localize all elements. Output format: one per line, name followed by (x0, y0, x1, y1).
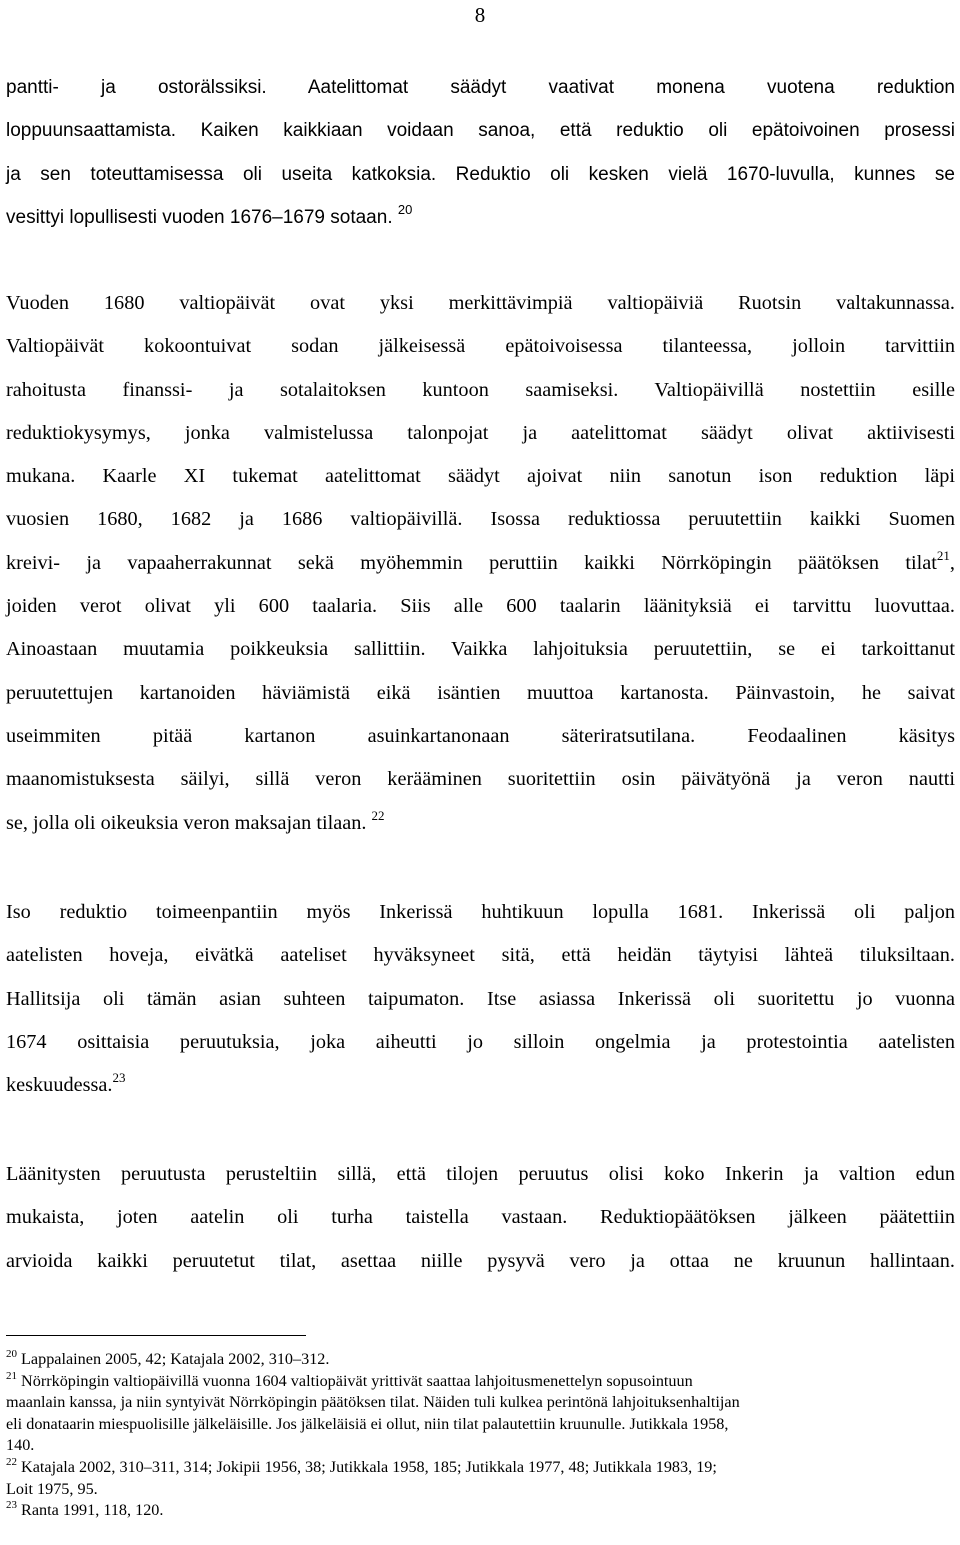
footnotes (6, 1349, 955, 1522)
text-line: rahoitusta finanssi- ja sotalaitoksen kuntoon saamiseksi. Valtiopäivillä nostettiin esille (6, 378, 955, 401)
footnote-ref: 23 (112, 1070, 126, 1086)
footnote-text: Ranta 1991, 118, 120. (21, 1501, 164, 1520)
text-line-content: keskuudessa. (6, 1074, 113, 1097)
footnote-line (6, 1371, 955, 1393)
text-line: loppuunsaattamista. Kaiken kaikkiaan voidaan sanoa, että reduktio oli epätoivoinen prosessi (6, 120, 955, 142)
text-line: arvioida kaikki peruutetut tilat, asettaa niille pysyvä vero ja ottaa ne kruunun hallintaan. (6, 1249, 955, 1272)
footnote-23 (6, 1500, 955, 1522)
punctuation: , (949, 551, 955, 574)
text-line (6, 196, 955, 239)
text-line: Valtiopäivät kokoontuivat sodan jälkeisessä epätoivoisessa tilanteessa, jolloin tarvittiin (6, 335, 955, 358)
text-line: Vuoden 1680 valtiopäivät ovat yksi merkittävimpiä valtiopäiviä Ruotsin valtakunnassa. (6, 292, 955, 314)
paragraph-4 (6, 1153, 955, 1283)
footnote-line: 140. (6, 1436, 35, 1455)
text-line: mukaista, joten aatelin oli turha taistella vastaan. Reduktiopäätöksen jälkeen päätettiin (6, 1206, 955, 1229)
footnote-number: 20 (6, 1348, 17, 1360)
footnote-number: 21 (6, 1369, 17, 1382)
text-line: aatelisten hoveja, eivätkä aateliset hyväksyneet sitä, että heidän täytyisi lähteä tiluksiltaan. (6, 944, 955, 967)
text-line: 1674 osittaisia peruutuksia, joka aiheutti jo silloin ongelmia ja protestointia aatelisten (6, 1030, 955, 1053)
footnote-line (6, 1500, 955, 1522)
text-line (6, 542, 955, 585)
footnote-22 (6, 1457, 955, 1500)
text-line: pantti- ja ostorälssiksi. Aatelittomat säädyt vaativat monena vuotena reduktion (6, 77, 955, 98)
paragraph-1 (6, 66, 955, 239)
text-line-content: kreivi- ja vapaaherrakunnat sekä myöhemmin peruttiin kaikki Nörrköpingin päätöksen tilat (6, 551, 937, 574)
footnote-text: Lappalainen 2005, 42; Katajala 2002, 310–312. (21, 1350, 330, 1368)
text-line: vuosien 1680, 1682 ja 1686 valtiopäivillä. Isossa reduktiossa peruutettiin kaikki Suomen (6, 508, 955, 531)
footnote-text: Nörrköpingin valtiopäivillä vuonna 1604 valtiopäivät yrittivät saattaa lahjoitusmenettelyn sopusointuun (21, 1371, 693, 1390)
text-line: Ainoastaan muutamia poikkeuksia sallittiin. Vaikka lahjoituksia peruutettiin, se ei tarkoittanut (6, 638, 955, 661)
text-line: peruutettujen kartanoiden häviämistä eikä isäntien muuttoa kartanosta. Päinvastoin, he saivat (6, 681, 955, 704)
text-line-content: vesittyi lopullisesti vuoden 1676–1679 sotaan. (6, 206, 393, 228)
footnote-line (6, 1457, 955, 1479)
text-line: maanomistuksesta säilyi, sillä veron kerääminen suoritettiin osin päivätyönä ja veron nautti (6, 768, 955, 791)
text-line: Läänitysten peruutusta perusteltiin sillä, että tilojen peruutus olisi koko Inkerin ja valtion edun (6, 1163, 955, 1185)
text-line: reduktiokysymys, jonka valmistelussa talonpojat ja aatelittomat säädyt olivat aktiivisesti (6, 421, 955, 444)
text-line: mukana. Kaarle XI tukemat aatelittomat säädyt ajoivat niin sanotun ison reduktion läpi (6, 465, 955, 488)
footnote-number: 22 (6, 1455, 17, 1468)
footnote-line (6, 1349, 955, 1371)
footnote-line: maanlain kanssa, ja niin syntyivät Nörrköpingin päätöksen tilat. Näiden tuli kulkea perintönä lahjoituksenhaltijan (6, 1393, 740, 1412)
footnote-21 (6, 1371, 955, 1457)
footnote-ref: 21 (936, 547, 950, 563)
text-line (6, 1064, 955, 1107)
footnote-ref: 20 (397, 201, 413, 217)
footnote-20 (6, 1349, 955, 1371)
text-line: useimmiten pitää kartanon asuinkartanonaan säteriratsutilana. Feodaalinen käsitys (6, 724, 955, 747)
footnote-line: Loit 1975, 95. (6, 1479, 98, 1498)
paragraph-2 (6, 282, 955, 845)
text-line-content: se, jolla oli oikeuksia veron maksajan tilaan. (6, 811, 367, 834)
footnote-line: eli donataarin miespuolisille jälkeläisille. Jos jälkeläisiä ei ollut, niin tilat palautettiin kruunulle. Jutikkala 1958, (6, 1414, 729, 1433)
footnote-text: Katajala 2002, 310–311, 314; Jokipii 1956, 38; Jutikkala 1958, 185; Jutikkala 1977, 48; Jutikkala 1983, 19; (21, 1457, 717, 1476)
text-line: Hallitsija oli tämän asian suhteen taipumaton. Itse asiassa Inkerissä oli suoritettu jo vuonna (6, 987, 955, 1010)
footnote-number: 23 (6, 1499, 17, 1512)
text-line: Iso reduktio toimeenpantiin myös Inkerissä huhtikuun lopulla 1681. Inkerissä oli paljon (6, 901, 955, 923)
text-line (6, 802, 955, 845)
paragraph-3 (6, 891, 955, 1107)
footnote-ref: 22 (371, 807, 385, 823)
footnote-separator (6, 1335, 306, 1336)
text-line: ja sen toteuttamisessa oli useita katkoksia. Reduktio oli kesken vielä 1670-luvulla, kunnes se (6, 163, 955, 185)
page-number: 8 (474, 3, 486, 27)
text-line: joiden verot olivat yli 600 taalaria. Siis alle 600 taalarin läänityksiä ei tarvittu luovuttaa. (6, 595, 955, 618)
